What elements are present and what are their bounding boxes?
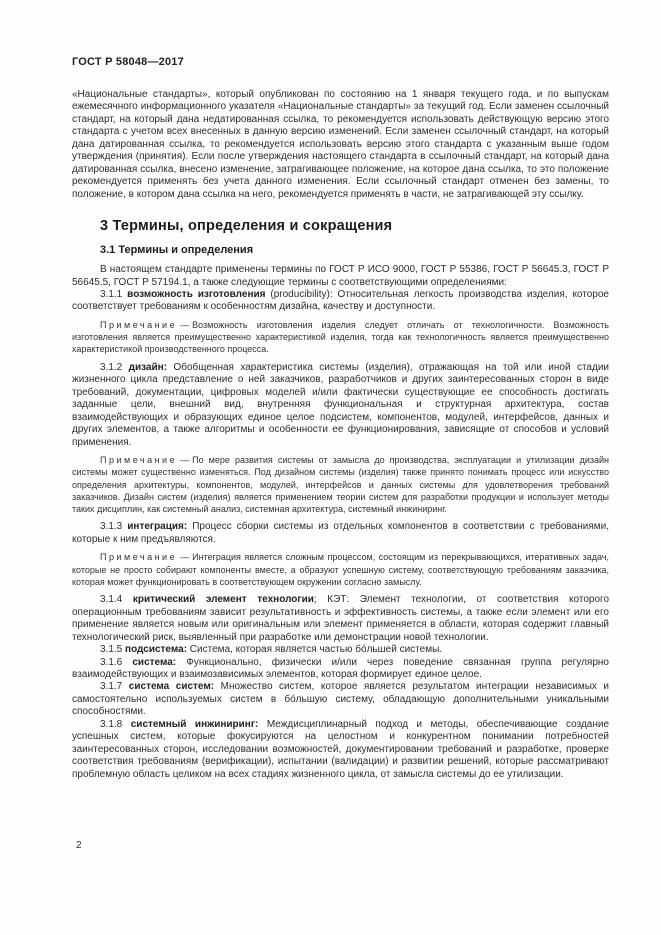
term-text: Функционально, физически и/или через поведение связанная группа регулярно взаимодействующих и взаимозависимых элементов, которая формирует единое целое. bbox=[72, 656, 609, 680]
note-label: Примечание bbox=[100, 552, 178, 563]
note-dash: — bbox=[180, 552, 190, 563]
terms-lead-paragraph: В настоящем стандарте применены термины по ГОСТ Р ИСО 9000, ГОСТ Р 55386, ГОСТ Р 56645.3, ГОСТ Р 56645.5, ГОСТ Р 57194.1, а также следующие термины с соответствующими определениями: bbox=[72, 264, 609, 288]
term-definition-3-1-8 bbox=[72, 719, 609, 781]
page-number: 2 bbox=[76, 840, 82, 851]
term-text: Междисциплинарный подход и методы, обеспечивающие создание успешных систем, которые фокусируются на целостном и конкурентном понимании потребностей заинтересованных сторон, исследовании возможностей, документировании требований и разработке, проверке соответствия требованиям (верификации), испытании (валидации) и развитии решений, которые рассматривают проблемную область целиком на всех стадиях жизненного цикла, от замысла системы до ее утилизации. bbox=[72, 718, 610, 780]
term-number: 3.1.8 bbox=[100, 718, 123, 730]
term-text: Обобщенная характеристика системы (изделия), отражающая на той или иной стадии жизненного цикла представление о ней заказчиков, разработчиков и других заинтересованных сторон в виде требований, документации, цифровых моделей и/или фактически существующие ее способность достигать заданные цели, внешний вид, внутренняя функциональная и структурная архитектура, состав взаимодействующих и образующих единое целое подсистем, компонентов, модулей, интерфейсов, данных и других элементов, а также алгоритмы и особенности ее функционирования, зависящие от способов и условий применения. bbox=[72, 361, 609, 448]
term-number: 3.1.5 bbox=[100, 644, 123, 656]
term-title: система: bbox=[132, 656, 177, 668]
term-definition-3-1-3 bbox=[72, 521, 609, 546]
section-heading: 3 Термины, определения и сокращения bbox=[100, 218, 393, 235]
term-number: 3.1.3 bbox=[100, 521, 123, 533]
term-title: критический элемент технологии bbox=[132, 594, 314, 606]
term-definition-3-1-2 bbox=[72, 362, 609, 449]
term-number: 3.1.1 bbox=[100, 288, 123, 300]
subsection-heading: 3.1 Термины и определения bbox=[100, 244, 254, 257]
term-definition-3-1-7 bbox=[72, 681, 609, 718]
page-content bbox=[72, 56, 609, 781]
term-title: подсистема: bbox=[125, 644, 188, 656]
term-title: дизайн: bbox=[128, 361, 168, 373]
continuation-paragraph: «Национальные стандарты», который опубликован по состоянию на 1 января текущего года, и по выпускам ежемесячного информационного указателя «Национальные стандарты» за текущий год. Если заменен ссылочный стандарт, на который дана недатированная ссылка, то рекомендуется использовать действующую версию этого стандарта с учетом всех внесенных в данную версию изменений. Если заменен ссылочный стандарт, на который дана датированная ссылка, то рекомендуется использовать версию этого стандарта с указанным выше годом утверждения (принятия). Если после утверждения настоящего стандарта в ссылочный стандарт, на который дана датированная ссылка, внесено изменение, затрагивающее положение, на которое дана ссылка, то это положение рекомендуется применять без учета данного изменения. Если ссылочный стандарт отменен без замены, то положение, в котором дана ссылка на него, рекомендуется применять в части, не затрагивающей эту ссылку. bbox=[72, 89, 609, 200]
term-note-3-1-1 bbox=[72, 319, 609, 356]
term-text: Система, которая является частью бо́льшей системы. bbox=[187, 644, 443, 656]
term-definition-3-1-6 bbox=[72, 657, 609, 682]
note-dash: — bbox=[180, 454, 190, 465]
term-title: система систем: bbox=[128, 681, 215, 693]
term-text: (producibility): Относительная легкость производства изделия, которое соответствует требованиям к особенностям дизайна, качеству и доступности. bbox=[72, 288, 609, 313]
term-definition-3-1-5 bbox=[72, 644, 609, 656]
note-text: Интеграция является сложным процессом, состоящим из перекрывающихся, итеративных задач, которые не просто собирают компоненты вместе, а образуют успешную систему, соответствующую требованиям заказчика, которая может функционировать в соответствующем окружении согласно замыслу. bbox=[72, 552, 609, 587]
term-text: Процесс сборки системы из отдельных компонентов в соответствии с требованиями, которые к ним предъявляются. bbox=[72, 521, 609, 545]
term-definition-3-1-4 bbox=[72, 594, 609, 644]
note-label: Примечание bbox=[100, 319, 178, 330]
term-note-3-1-2 bbox=[72, 454, 609, 515]
term-title: системный инжиниринг: bbox=[130, 718, 259, 730]
term-number: 3.1.6 bbox=[100, 656, 123, 668]
document-header: ГОСТ Р 58048—2017 bbox=[72, 56, 184, 68]
note-dash: — bbox=[180, 319, 190, 330]
note-text: Возможность изготовления изделия следует отличать от технологичности. Возможность изготовления является преимущественно характеристикой изделия, тогда как технологичность является преимущественно характеристикой производственного процесса. bbox=[72, 319, 609, 355]
term-title: интеграция: bbox=[127, 521, 188, 533]
term-number: 3.1.2 bbox=[100, 361, 123, 373]
term-definition-3-1-1 bbox=[72, 289, 609, 314]
term-text: Множество систем, которое является результатом интеграции независимых и самостоятельно используемых систем в бо́льшую систему, обладающую дополнительными уникальными способностями. bbox=[72, 681, 610, 718]
term-title: возможность изготовления bbox=[127, 288, 266, 300]
term-note-3-1-3 bbox=[72, 551, 609, 588]
term-number: 3.1.4 bbox=[100, 594, 123, 606]
term-number: 3.1.7 bbox=[100, 681, 123, 693]
note-label: Примечание bbox=[100, 454, 178, 465]
note-text: По мере развития системы от замысла до производства, эксплуатации и утилизации дизайн системы может существенно изменяться. Под дизайном системы (изделия) также принято понимать процесс или искусство определения архитектуры, компонентов, модулей, интерфейсов и данных системы для удовлетворения требований заказчиков. Дизайн систем (изделия) является применением теории систем для разработки продукции и использует методы таких дисциплин, как системный анализ, системная архитектура, системный инжиниринг. bbox=[72, 454, 609, 515]
term-text: ; КЭТ: Элемент технологии, от соответствия которого операционным требованиям зависит результативность и эффективность системы, а также если элемент или его применение является новым или оригинальным или элемент применяется в области, которая содержит главный технологический риск, выявленный при разработке или демонстрации новой технологии. bbox=[72, 594, 610, 643]
